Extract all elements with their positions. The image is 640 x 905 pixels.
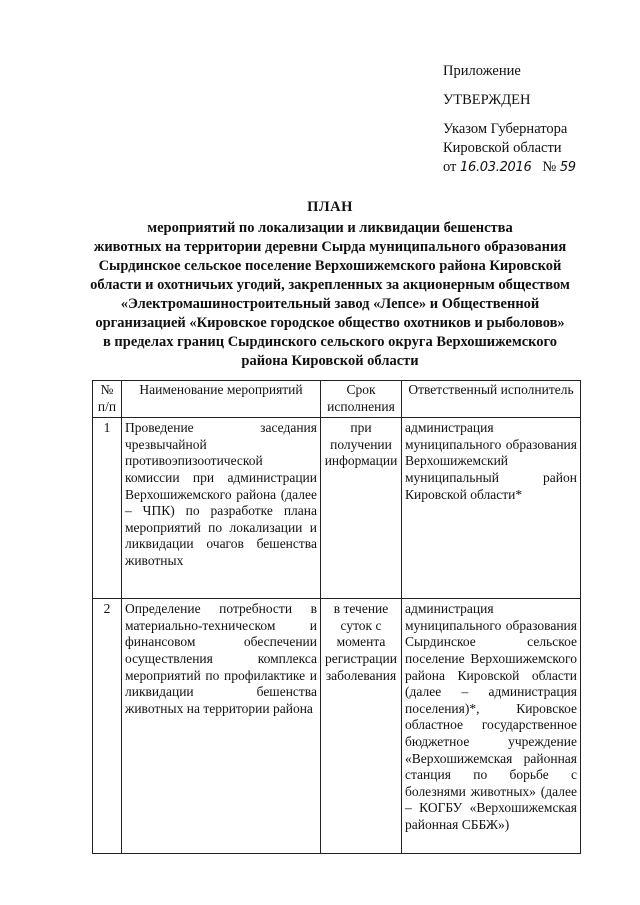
- row-num: 2: [93, 599, 122, 854]
- decree-number: 59: [559, 160, 576, 175]
- table-header-row: [93, 381, 581, 418]
- approval-block: [443, 62, 576, 177]
- row-activity: Определение потребности в материально-техническом и финансовом обеспечении осуществления комплекса мероприятий по профилактике и ликвидации бешенства животных на территории района: [122, 599, 321, 854]
- title-line: района Кировской области: [241, 353, 419, 369]
- date-prefix: от: [443, 159, 457, 175]
- row-responsible: администрация муниципального образования Верхошижемский муниципальный район Кировской области*: [402, 418, 581, 599]
- table-row: [93, 418, 581, 599]
- title-line: «Электромашиностроительный завод «Лепсе» и Общественной: [120, 296, 540, 312]
- row-responsible: администрация муниципального образования Сырдинское сельское поселение Верхошижемского района Кировской области (далее – администрация поселения)*, Кировское областное государственное бюджетное учреждение «Верхошижемская районная станция по борьбе с болезнями животных» (далее – КОГБУ «Верхошижемская районная СББЖ»): [402, 599, 581, 854]
- title-line: мероприятий по локализации и ликвидации бешенства: [147, 220, 513, 236]
- plan-heading: ПЛАН: [307, 199, 353, 215]
- document-title: [80, 198, 580, 371]
- table-row: [93, 599, 581, 854]
- row-num: 1: [93, 418, 122, 599]
- title-line: организацией «Кировское городское общество охотников и рыболовов»: [95, 315, 565, 331]
- approved-label: УТВЕРЖДЕН: [443, 92, 531, 108]
- title-line: области и охотничьих угодий, закрепленных за акционерным обществом: [90, 277, 570, 293]
- header-responsible: Ответственный исполнитель: [402, 381, 581, 418]
- number-prefix: №: [542, 159, 557, 175]
- title-line: Сырдинское сельское поселение Верхошижемского района Кировской: [98, 258, 562, 274]
- row-term: при получении информации: [321, 418, 402, 599]
- decree-date: 16.03.2016: [460, 160, 532, 175]
- plan-table: [92, 380, 581, 854]
- row-activity: Проведение заседания чрезвычайной противоэпизоотической комиссии при администрации Верхошижемского района (далее – ЧПК) по разработке плана мероприятий по локализации и ликвидации очагов бешенства животных: [122, 418, 321, 599]
- header-term: Срок исполнения: [321, 381, 402, 418]
- appendix-label: Приложение: [443, 63, 521, 79]
- title-line: в пределах границ Сырдинского сельского округа Верхошижемского: [102, 334, 558, 350]
- title-line: животных на территории деревни Сырда муниципального образования: [93, 239, 567, 255]
- region-label: Кировской области: [443, 140, 562, 156]
- decree-label: Указом Губернатора: [443, 121, 568, 137]
- row-term: в течение суток с момента регистрации заболевания: [321, 599, 402, 854]
- header-num: № п/п: [93, 381, 122, 418]
- decree-date-line: [443, 158, 576, 177]
- header-name: Наименование мероприятий: [122, 381, 321, 418]
